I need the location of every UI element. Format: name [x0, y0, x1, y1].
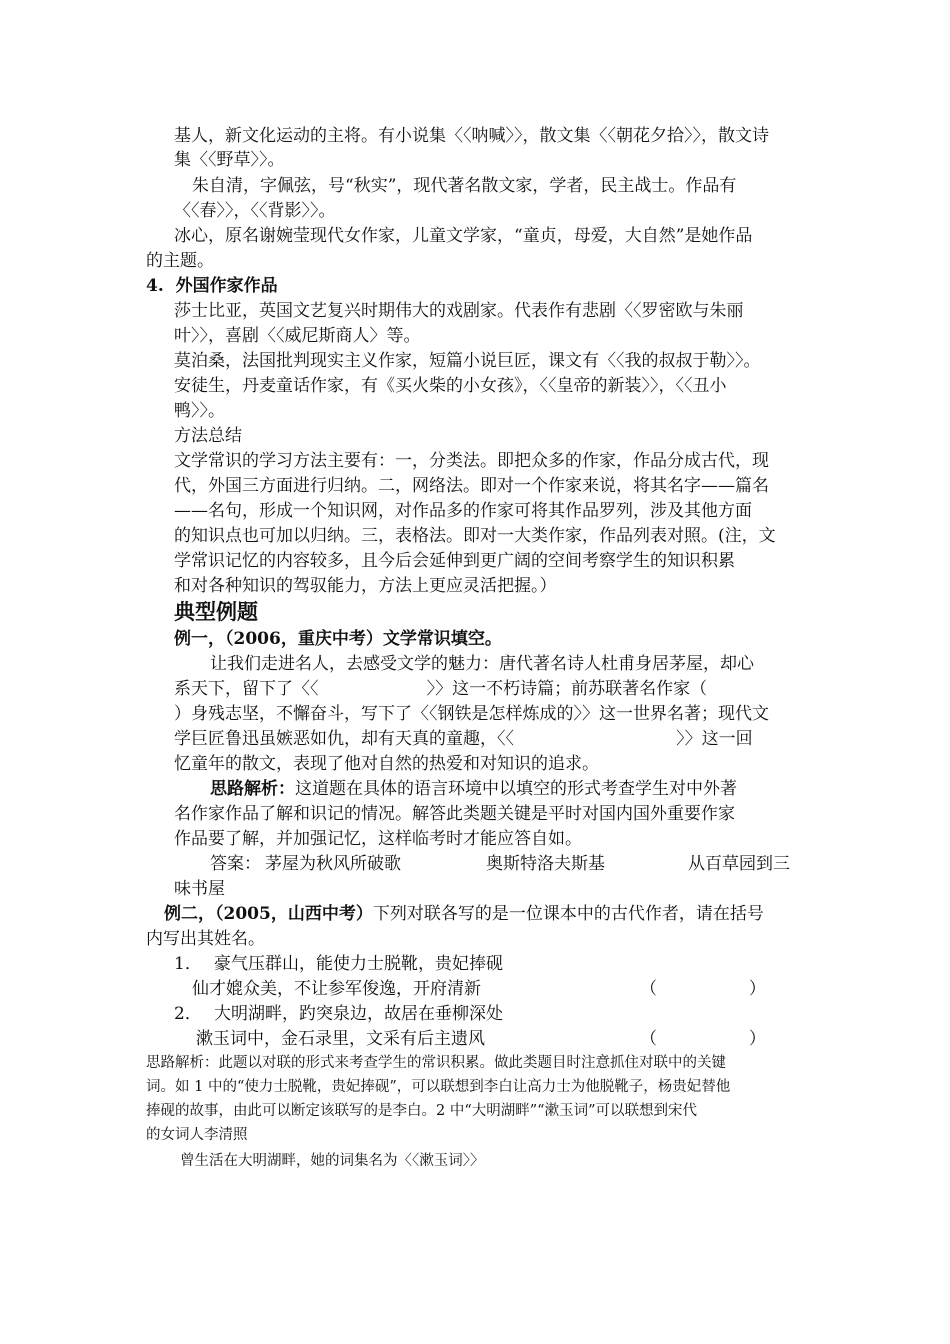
example2-title: 例二，（2005，山西中考）: [164, 904, 373, 924]
lu-xun-line-2: 集〈〈野草〉〉。: [174, 150, 285, 170]
zhu-ziqing-line-1: 朱自清，字佩弦，号“秋实”，现代著名散文家，学者，民主战士。作品有: [192, 176, 737, 196]
example1-answer-2: 奥斯特洛夫斯基: [486, 854, 605, 874]
example1-line: 让我们走进名人，去感受文学的魅力：唐代著名诗人杜甫身居茅屋，却心: [210, 654, 754, 674]
method-line: 学常识记忆的内容较多，且今后会延伸到更广阔的空间考察学生的知识积累: [174, 551, 735, 571]
example1-answer-3a: 从百草园到三: [688, 854, 790, 874]
andersen-line-1: 安徒生，丹麦童话作家，有《买火柴的小女孩》，〈〈皇帝的新装〉〉，〈〈丑小: [174, 376, 727, 396]
example2-analysis-line: 词。如 1 中的“使力士脱靴，贵妃捧砚”，可以联想到李白让高力士为他脱靴子，杨贵妃替他: [146, 1079, 731, 1095]
examples-heading: 典型例题: [174, 599, 258, 624]
shakespeare-line-2: 叶〉〉，喜剧〈〈威尼斯商人〉等。: [174, 326, 421, 346]
couplet2-number: 2．: [174, 1004, 202, 1024]
example2-analysis-line: 思路解析：此题以对联的形式来考查学生的常识积累。做此类题目时注意抓住对联中的关键: [146, 1055, 726, 1071]
method-line: 代，外国三方面进行归纳。二，网络法。即对一个作家来说，将其名字——篇名: [174, 476, 769, 496]
example2-title-rest: 下列对联各写的是一位课本中的古代作者，请在括号: [372, 904, 764, 924]
example1-analysis-line-3: 作品要了解，并加强记忆，这样临考时才能应答自如。: [174, 829, 582, 849]
section4-heading: 4. 外国作家作品: [146, 276, 278, 296]
couplet1-answer-blank: （ ）: [640, 979, 766, 999]
example2-analysis-line: 捧砚的故事，由此可以断定该联写的是李白。2 中“大明湖畔”“漱玉词”可以联想到宋代: [146, 1103, 697, 1119]
maupassant-line: 莫泊桑，法国批判现实主义作家，短篇小说巨匠，课文有〈〈我的叔叔于勒〉〉。: [174, 351, 761, 371]
example1-answer-1: 茅屋为秋风所破歌: [265, 854, 401, 874]
analysis-label: 思路解析：: [210, 779, 295, 799]
example1-line: 忆童年的散文，表现了他对自然的热爱和对知识的追求。: [174, 754, 599, 774]
example2-analysis-line: 的女词人李清照: [146, 1127, 248, 1143]
couplet1-line-1: 豪气压群山，能使力士脱靴，贵妃捧砚: [214, 954, 503, 974]
example1-title: 例一，（2006，重庆中考）文学常识填空。: [174, 629, 502, 649]
example1-analysis-line-2: 名作家作品了解和识记的情况。解答此类题关键是平时对国内国外重要作家: [174, 804, 735, 824]
couplet2-line-2: 漱玉词中，金石录里，文采有后主遗风: [196, 1029, 485, 1049]
example1-line: 系天下，留下了〈〈 〉〉这一不朽诗篇；前苏联著名作家（: [174, 679, 708, 699]
example2-closing-line: 曾生活在大明湖畔，她的词集名为〈〈漱玉词〉〉: [180, 1153, 485, 1169]
andersen-line-2: 鸭〉〉。: [174, 401, 225, 421]
couplet2-line-1: 大明湖畔，趵突泉边，故居在垂柳深处: [214, 1004, 503, 1024]
couplet1-number: 1．: [174, 954, 202, 974]
couplet1-line-2: 仙才媲众美，不让参军俊逸，开府清新: [192, 979, 481, 999]
lu-xun-line-1: 基人，新文化运动的主将。有小说集〈〈呐喊〉〉，散文集〈〈朝花夕拾〉〉，散文诗: [174, 126, 769, 146]
example1-line: ）身残志坚，不懈奋斗，写下了〈〈钢铁是怎样炼成的〉〉这一世界名著；现代文: [174, 704, 769, 724]
method-line: ——名句，形成一个知识网，对作品多的作家可将其作品罗列，涉及其他方面: [174, 501, 752, 521]
example1-line: 学巨匠鲁迅虽嫉恶如仇，却有天真的童趣，〈〈 〉〉这一回: [174, 729, 753, 749]
analysis-text: 这道题在具体的语言环境中以填空的形式考查学生对中外著: [295, 779, 737, 799]
method-line: 的知识点也可加以归纳。三，表格法。即对一大类作家，作品列表对照。(注，文: [174, 526, 776, 546]
bing-xin-line-2: 的主题。: [146, 251, 214, 271]
couplet2-answer-blank: （ ）: [640, 1029, 766, 1049]
shakespeare-line-1: 莎士比亚，英国文艺复兴时期伟大的戏剧家。代表作有悲剧〈〈罗密欧与朱丽: [174, 301, 744, 321]
method-title: 方法总结: [174, 426, 242, 446]
method-line: 和对各种知识的驾驭能力，方法上更应灵活把握。）: [174, 576, 557, 596]
bing-xin-line-1: 冰心，原名谢婉莹现代女作家，儿童文学家，“童贞，母爱，大自然”是她作品: [174, 226, 753, 246]
example1-answer-3b: 味书屋: [174, 879, 225, 899]
example1-answer-label: 答案：: [210, 854, 261, 874]
example2-title-line-2: 内写出其姓名。: [146, 929, 265, 949]
example2-title-line-1: [164, 902, 764, 926]
method-line: 文学常识的学习方法主要有：一，分类法。即把众多的作家，作品分成古代，现: [174, 451, 769, 471]
example1-analysis-line-1: [210, 777, 737, 801]
zhu-ziqing-line-2: 〈〈春〉〉，〈〈背影〉〉。: [174, 201, 336, 221]
